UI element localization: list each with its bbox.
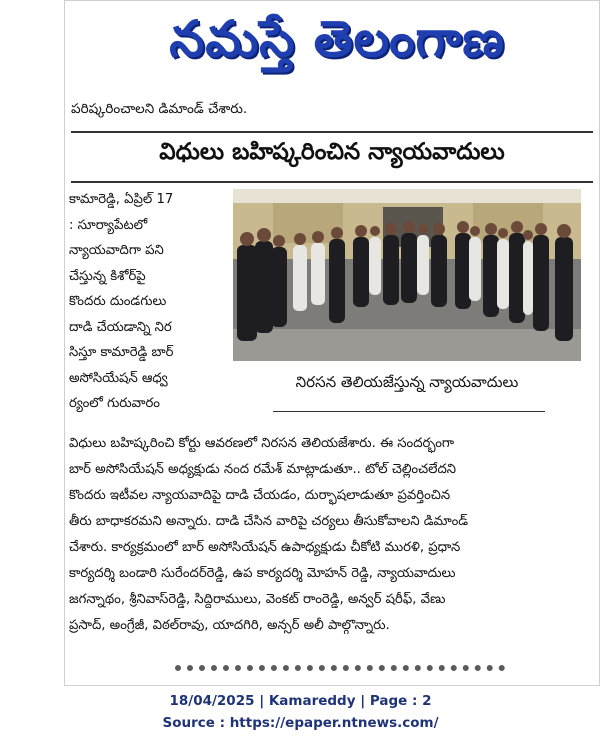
footer-source: Source : https://epaper.ntnews.com/ [162,715,439,731]
divider-rule [71,131,593,133]
masthead [101,9,573,81]
text-line: జగన్నాథం, శ్రీనివాస్‌రెడ్డి, సిద్దిరాములు, వెంకట్ రాంరెడ్డి, అన్వర్ షరీఫ్, వేణు [69,592,446,607]
article-headline: విధులు బహిష్కరించిన న్యాయవాదులు [159,139,505,165]
text-line: : సూర్యాపేటలో [69,217,148,233]
previous-article-tail: పరిష్కరించాలని డిమాండ్ చేశారు. [71,101,248,117]
photo-caption: నిరసన తెలియజేస్తున్న న్యాయవాదులు [295,373,519,391]
newspaper-clipping [64,0,600,686]
text-line: అసోసియేషన్ ఆధ్వ [69,370,168,386]
text-line: కొందరు దుండగులు [69,294,167,309]
text-line: ప్రసాద్, అంగ్రేజీ, విఠల్‌రావు, యాదగిరి, అన్సర్ అలీ పాల్గొన్నారు. [69,618,390,633]
text-line: విధులు బహిష్కరించి కోర్టు ఆవరణలో నిరసన తెలియజేశారు. ఈ సందర్భంగా [69,436,455,451]
text-line: కార్యదర్శి బండారి సురేందర్‌రెడ్డి, ఉప కార్యదర్శి మోహన్ రెడ్డి, న్యాయవాదులు [69,566,456,581]
text-line: బార్ అసోసియేషన్ అధ్యక్షుడు నంద రమేశ్ మాట్లాడుతూ.. టోల్ చెల్లించలేదని [69,462,457,477]
text-line: చేశారు. కార్యక్రమంలో బార్ అసోసియేషన్ ఉపాధ్యక్షుడు చీకోటి మురళి, ప్రధాన [69,540,461,555]
text-line: చేస్తున్న కిశోర్‌పై [69,268,146,284]
text-line: కామారెడ్డి, ఏప్రిల్ 17 [69,192,174,207]
text-line: సిస్తూ కామారెడ్డి బార్ [69,345,174,360]
caption-rule [273,411,545,412]
text-line: దాడి చేయడాన్ని నిర [69,319,172,335]
news-photo [233,189,581,361]
text-line: ర్యంలో గురువారం [69,396,160,411]
text-line: తీరు బాధాకరమని అన్నారు. దాడి చేసిన వారిపై చర్యలు తీసుకోవాలని డిమాండ్ [69,514,469,529]
article-body [69,431,595,639]
masthead-logo: నమస్తే తెలంగాణ [169,9,505,68]
cut-off-text-line [175,665,505,681]
page-footer [0,690,601,734]
text-line: కొందరు ఇటీవల న్యాయవాదిపై దాడి చేయడం, దుర్భాషలాడుతూ ప్రవర్తించిన [69,488,451,503]
divider-rule [71,181,593,183]
text-line: న్యాయవాదిగా పని [69,243,164,258]
side-column-text [69,187,219,417]
lawyers-group-photo [233,189,581,361]
footer-date-edition: 18/04/2025 | Kamareddy | Page : 2 [169,693,432,709]
